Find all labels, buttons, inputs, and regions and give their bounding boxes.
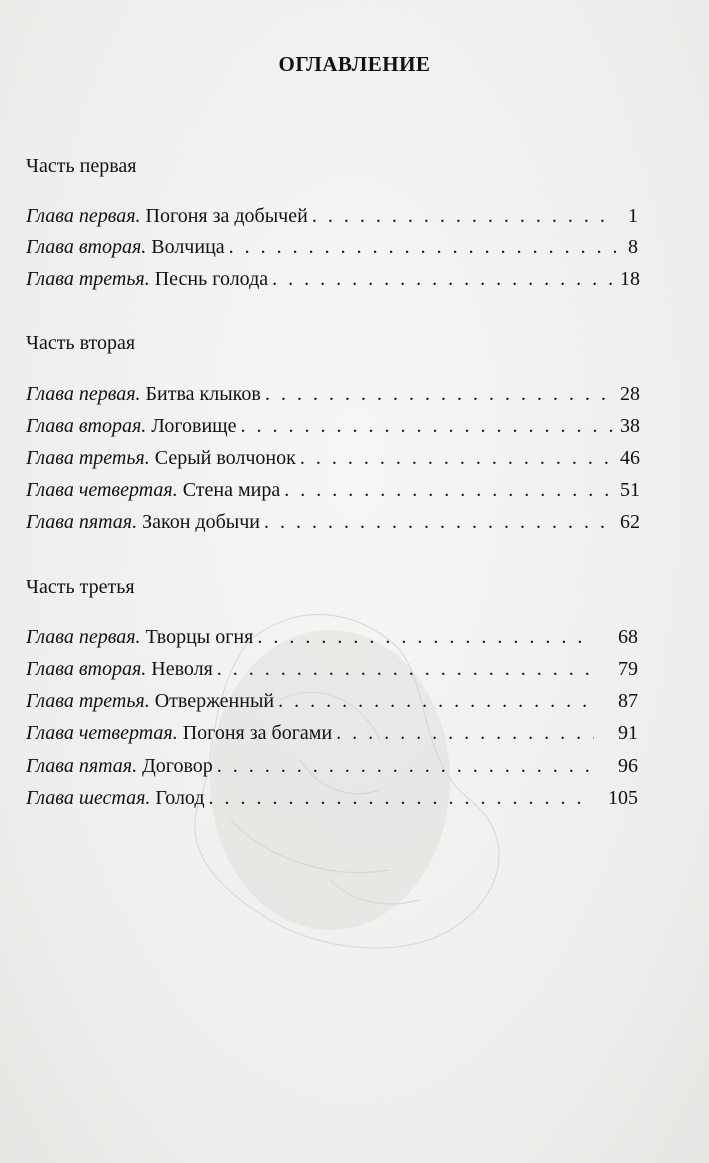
toc-entry[interactable] <box>26 690 638 716</box>
toc-entry[interactable] <box>26 722 638 748</box>
toc-entry[interactable] <box>26 415 638 441</box>
dot-leader <box>300 447 616 470</box>
page-number: 91 <box>618 722 638 744</box>
dot-leader <box>229 236 616 259</box>
toc-entry[interactable] <box>26 447 638 473</box>
page-number: 79 <box>618 658 638 680</box>
dot-leader <box>278 690 594 713</box>
dot-leader <box>272 268 616 291</box>
page-number: 46 <box>620 447 640 469</box>
dot-leader <box>336 722 594 745</box>
dot-leader <box>257 626 594 649</box>
toc-entry[interactable] <box>26 236 638 262</box>
part-heading: Часть вторая <box>26 332 136 354</box>
chapter-title: Песнь голода <box>154 268 269 290</box>
dot-leader <box>240 415 616 438</box>
toc-entry[interactable] <box>26 658 638 684</box>
chapter-title: Битва клыков <box>145 383 261 405</box>
toc-entry[interactable] <box>26 383 638 409</box>
page-title: ОГЛАВЛЕНИЕ <box>278 52 431 76</box>
chapter-number: Глава третья. <box>26 690 150 712</box>
chapter-title: Серый волчонок <box>154 447 296 469</box>
page-number: 96 <box>618 755 638 777</box>
page-number: 38 <box>620 415 640 437</box>
chapter-number: Глава третья. <box>26 447 150 469</box>
toc-entry[interactable] <box>26 626 638 652</box>
part-heading: Часть первая <box>26 155 137 177</box>
page-number: 8 <box>628 236 638 258</box>
dot-leader <box>265 383 616 406</box>
dot-leader <box>284 479 616 502</box>
toc-entry[interactable] <box>26 511 638 537</box>
chapter-title: Логовище <box>151 415 237 437</box>
page-number: 18 <box>620 268 640 290</box>
page-number: 105 <box>608 787 638 809</box>
chapter-number: Глава первая. <box>26 626 141 648</box>
chapter-number: Глава третья. <box>26 268 150 290</box>
chapter-title: Закон добычи <box>142 511 260 533</box>
chapter-number: Глава вторая. <box>26 658 147 680</box>
page-number: 1 <box>628 205 638 227</box>
dot-leader <box>217 755 594 778</box>
chapter-title: Погоня за добычей <box>145 205 308 227</box>
toc-entry[interactable] <box>26 787 638 813</box>
chapter-title: Стена мира <box>182 479 281 501</box>
chapter-number: Глава первая. <box>26 383 141 405</box>
toc-entry[interactable] <box>26 268 638 294</box>
chapter-title: Творцы огня <box>145 626 254 648</box>
toc-entry[interactable] <box>26 755 638 781</box>
chapter-title: Погоня за богами <box>182 722 333 744</box>
chapter-number: Глава первая. <box>26 205 141 227</box>
page-number: 28 <box>620 383 640 405</box>
page-number: 87 <box>618 690 638 712</box>
dot-leader <box>264 511 616 534</box>
page-number: 62 <box>620 511 640 533</box>
part-heading: Часть третья <box>26 576 135 598</box>
chapter-number: Глава четвертая. <box>26 479 178 501</box>
chapter-number: Глава пятая. <box>26 511 138 533</box>
chapter-title: Отверженный <box>154 690 275 712</box>
chapter-number: Глава вторая. <box>26 236 147 258</box>
toc-entry[interactable] <box>26 479 638 505</box>
chapter-number: Глава четвертая. <box>26 722 178 744</box>
toc-entry[interactable] <box>26 205 638 231</box>
chapter-title: Голод <box>155 787 205 809</box>
dot-leader <box>209 787 594 810</box>
dot-leader <box>217 658 594 681</box>
chapter-number: Глава пятая. <box>26 755 138 777</box>
chapter-title: Волчица <box>151 236 225 258</box>
page-number: 51 <box>620 479 640 501</box>
chapter-number: Глава вторая. <box>26 415 147 437</box>
chapter-number: Глава шестая. <box>26 787 151 809</box>
chapter-title: Договор <box>142 755 213 777</box>
chapter-title: Неволя <box>151 658 213 680</box>
dot-leader <box>312 205 616 228</box>
page-number: 68 <box>618 626 638 648</box>
